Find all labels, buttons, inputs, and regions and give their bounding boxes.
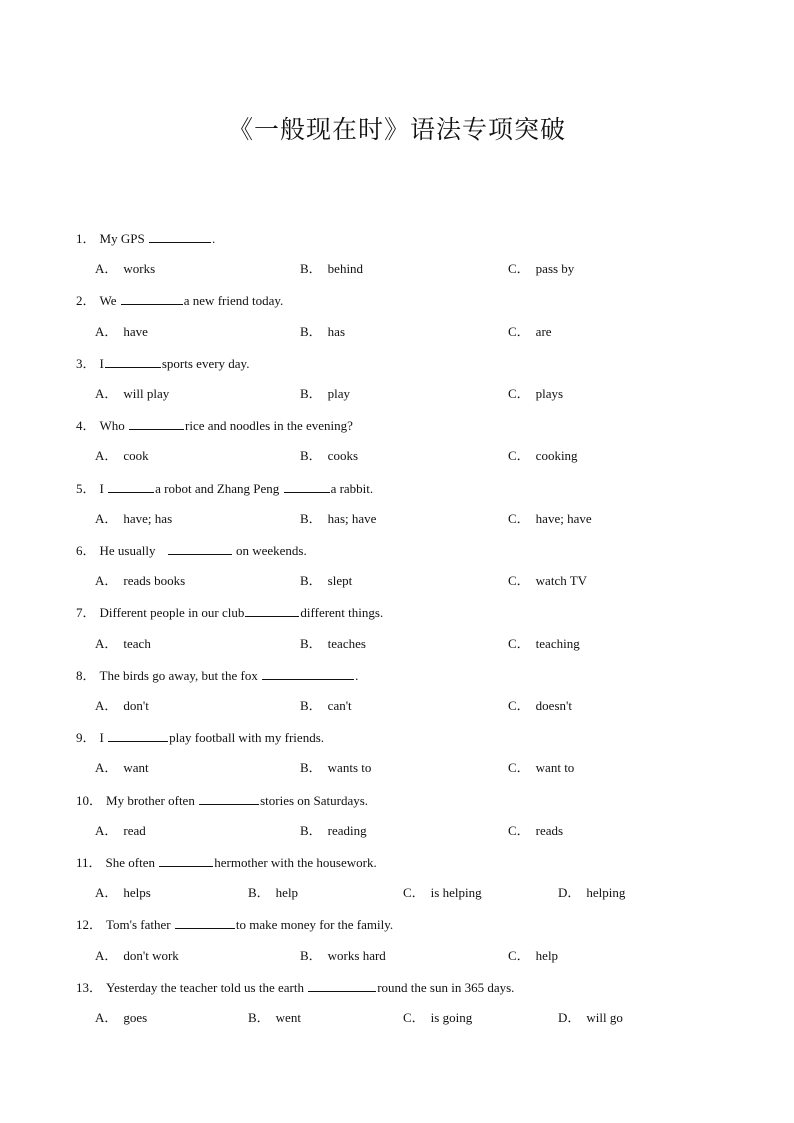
answer-blank[interactable] <box>121 292 183 305</box>
option-letter: B． <box>300 573 322 588</box>
question-number: 4． <box>76 418 96 433</box>
question-text: round the sun in 365 days. <box>377 980 515 995</box>
option-letter: B． <box>300 823 322 838</box>
option-c[interactable] <box>508 573 587 589</box>
question-text: She often <box>105 855 159 870</box>
option-c[interactable] <box>508 324 552 340</box>
option-letter: B． <box>300 448 322 463</box>
answer-blank[interactable] <box>175 916 235 929</box>
question-text: We <box>99 293 120 308</box>
option-d[interactable] <box>558 885 625 901</box>
option-c[interactable] <box>508 448 578 464</box>
option-text: reads books <box>123 573 186 588</box>
question-text: a rabbit. <box>330 481 374 496</box>
option-a[interactable] <box>95 760 149 776</box>
question-text: rice and noodles in the evening? <box>185 418 353 433</box>
option-text: cooking <box>535 448 578 463</box>
question-text: Tom's father <box>106 917 174 932</box>
option-letter: A． <box>95 885 118 900</box>
option-text: are <box>535 324 552 339</box>
option-letter: B． <box>300 261 322 276</box>
option-d[interactable] <box>558 1010 623 1026</box>
question-number: 8． <box>76 668 96 683</box>
option-letter: A． <box>95 511 118 526</box>
option-letter: B． <box>300 948 322 963</box>
question-number: 1． <box>76 231 96 246</box>
option-letter: A． <box>95 948 118 963</box>
option-a[interactable] <box>95 636 151 652</box>
question-text: stories on Saturdays. <box>260 793 369 808</box>
option-letter: C． <box>508 760 530 775</box>
question-10 <box>76 792 368 809</box>
option-letter: A． <box>95 636 118 651</box>
answer-blank[interactable] <box>159 854 213 867</box>
answer-blank[interactable] <box>262 667 354 680</box>
option-letter: B． <box>300 636 322 651</box>
question-text: The birds go away, but the fox <box>99 668 262 683</box>
question-9 <box>76 729 324 746</box>
option-c[interactable] <box>508 948 558 964</box>
option-b[interactable] <box>300 448 358 464</box>
question-13 <box>76 979 514 996</box>
question-number: 11． <box>76 855 102 870</box>
question-3 <box>76 355 249 372</box>
option-c[interactable] <box>508 511 592 527</box>
option-text: want <box>123 760 149 775</box>
option-text: read <box>123 823 146 838</box>
option-text: have; has <box>123 511 173 526</box>
option-text: works hard <box>327 948 386 963</box>
option-a[interactable] <box>95 1010 147 1026</box>
option-letter: B． <box>300 324 322 339</box>
question-number: 5． <box>76 481 96 496</box>
option-text: plays <box>535 386 564 401</box>
question-text: I <box>99 481 108 496</box>
option-letter: C． <box>508 261 530 276</box>
answer-blank[interactable] <box>245 604 299 617</box>
option-text: has; have <box>327 511 377 526</box>
option-letter: B． <box>300 511 322 526</box>
question-11 <box>76 854 377 871</box>
question-2 <box>76 292 283 309</box>
option-a[interactable] <box>95 948 179 964</box>
question-text: My GPS <box>99 231 148 246</box>
question-text: on weekends. <box>232 543 307 558</box>
option-b[interactable] <box>300 511 376 527</box>
question-text: a robot and Zhang Peng <box>155 481 283 496</box>
question-text: . <box>211 231 216 246</box>
question-text: different things. <box>300 605 384 620</box>
question-text: sports every day. <box>161 356 250 371</box>
answer-blank[interactable] <box>284 480 330 493</box>
option-c[interactable] <box>403 885 482 901</box>
option-b[interactable] <box>300 261 363 277</box>
question-text: He usually <box>99 543 159 558</box>
answer-blank[interactable] <box>108 729 168 742</box>
option-a[interactable] <box>95 261 155 277</box>
option-a[interactable] <box>95 885 151 901</box>
option-letter: C． <box>508 511 530 526</box>
option-text: is helping <box>430 885 482 900</box>
question-text: Different people in our club <box>99 605 245 620</box>
option-letter: A． <box>95 448 118 463</box>
option-text: can't <box>327 698 352 713</box>
option-c[interactable] <box>508 823 563 839</box>
option-text: will play <box>123 386 170 401</box>
question-text: a new friend today. <box>183 293 284 308</box>
option-text: teaching <box>535 636 580 651</box>
option-c[interactable] <box>508 636 580 652</box>
question-text: Yesterday the teacher told us the earth <box>106 980 308 995</box>
option-text: will go <box>586 1010 623 1025</box>
option-text: cooks <box>327 448 359 463</box>
option-letter: B． <box>248 885 270 900</box>
option-text: went <box>275 1010 301 1025</box>
option-letter: A． <box>95 1010 118 1025</box>
option-b[interactable] <box>300 948 386 964</box>
option-a[interactable] <box>95 698 149 714</box>
option-text: slept <box>327 573 353 588</box>
option-text: goes <box>123 1010 148 1025</box>
option-letter: C． <box>403 885 425 900</box>
option-text: teach <box>123 636 151 651</box>
question-number: 10． <box>76 793 103 808</box>
option-text: doesn't <box>535 698 572 713</box>
option-letter: C． <box>508 386 530 401</box>
option-letter: D． <box>558 885 581 900</box>
option-c[interactable] <box>508 760 574 776</box>
option-letter: C． <box>508 324 530 339</box>
option-text: cook <box>123 448 149 463</box>
option-letter: A． <box>95 823 118 838</box>
option-letter: C． <box>508 636 530 651</box>
option-letter: B． <box>248 1010 270 1025</box>
question-text: I <box>99 730 108 745</box>
option-a[interactable] <box>95 324 148 340</box>
question-4 <box>76 417 353 434</box>
option-letter: C． <box>508 823 530 838</box>
question-8 <box>76 667 358 684</box>
option-a[interactable] <box>95 823 146 839</box>
option-text: watch TV <box>535 573 588 588</box>
option-letter: A． <box>95 324 118 339</box>
question-number: 2． <box>76 293 96 308</box>
option-b[interactable] <box>300 324 345 340</box>
option-a[interactable] <box>95 386 169 402</box>
question-number: 12． <box>76 917 103 932</box>
question-text: My brother often <box>106 793 199 808</box>
option-letter: C． <box>508 573 530 588</box>
answer-blank[interactable] <box>308 979 376 992</box>
option-letter: C． <box>403 1010 425 1025</box>
option-text: reading <box>327 823 367 838</box>
option-letter: C． <box>508 698 530 713</box>
question-5 <box>76 480 373 497</box>
question-text: . <box>355 668 359 683</box>
option-letter: B． <box>300 386 322 401</box>
option-text: behind <box>327 261 364 276</box>
answer-blank[interactable] <box>108 480 154 493</box>
option-a[interactable] <box>95 573 185 589</box>
option-b[interactable] <box>300 573 352 589</box>
question-text: to make money for the family. <box>235 917 394 932</box>
answer-blank[interactable] <box>129 417 184 430</box>
option-letter: A． <box>95 386 118 401</box>
option-text: pass by <box>535 261 575 276</box>
question-text: play football with my friends. <box>169 730 324 745</box>
option-b[interactable] <box>248 1010 301 1026</box>
answer-blank[interactable] <box>105 355 161 368</box>
option-b[interactable] <box>300 698 352 714</box>
question-number: 6． <box>76 543 96 558</box>
option-b[interactable] <box>300 760 371 776</box>
option-letter: C． <box>508 948 530 963</box>
option-text: help <box>535 948 559 963</box>
answer-blank[interactable] <box>168 542 232 555</box>
option-letter: B． <box>300 760 322 775</box>
option-text: helping <box>586 885 626 900</box>
option-c[interactable] <box>508 386 563 402</box>
question-1 <box>76 230 215 247</box>
option-c[interactable] <box>403 1010 472 1026</box>
question-text: Who <box>99 418 129 433</box>
option-letter: A． <box>95 573 118 588</box>
option-c[interactable] <box>508 698 572 714</box>
question-number: 3． <box>76 356 96 371</box>
option-text: reads <box>535 823 564 838</box>
option-b[interactable] <box>248 885 298 901</box>
question-number: 13． <box>76 980 103 995</box>
question-7 <box>76 604 383 621</box>
option-text: have <box>123 324 148 339</box>
option-letter: A． <box>95 261 118 276</box>
option-text: is going <box>430 1010 473 1025</box>
question-number: 7． <box>76 605 96 620</box>
question-12 <box>76 916 393 933</box>
option-letter: D． <box>558 1010 581 1025</box>
question-6 <box>76 542 307 559</box>
option-b[interactable] <box>300 386 350 402</box>
option-letter: A． <box>95 760 118 775</box>
option-text: want to <box>535 760 575 775</box>
option-a[interactable] <box>95 511 172 527</box>
option-b[interactable] <box>300 823 367 839</box>
option-text: don't work <box>123 948 179 963</box>
option-b[interactable] <box>300 636 366 652</box>
option-letter: C． <box>508 448 530 463</box>
option-a[interactable] <box>95 448 149 464</box>
option-text: help <box>275 885 299 900</box>
option-text: have; have <box>535 511 592 526</box>
option-text: works <box>123 261 156 276</box>
question-text: hermother with the housework. <box>214 855 377 870</box>
question-number: 9． <box>76 730 96 745</box>
answer-blank[interactable] <box>149 230 211 243</box>
option-c[interactable] <box>508 261 574 277</box>
option-letter: B． <box>300 698 322 713</box>
option-text: helps <box>123 885 151 900</box>
option-text: play <box>327 386 351 401</box>
option-text: don't <box>123 698 149 713</box>
option-text: wants to <box>327 760 372 775</box>
page-title: 《一般现在时》语法专项突破 <box>227 115 566 144</box>
option-text: has <box>327 324 346 339</box>
question-text: I <box>99 356 104 371</box>
option-letter: A． <box>95 698 118 713</box>
option-text: teaches <box>327 636 366 651</box>
answer-blank[interactable] <box>199 792 259 805</box>
